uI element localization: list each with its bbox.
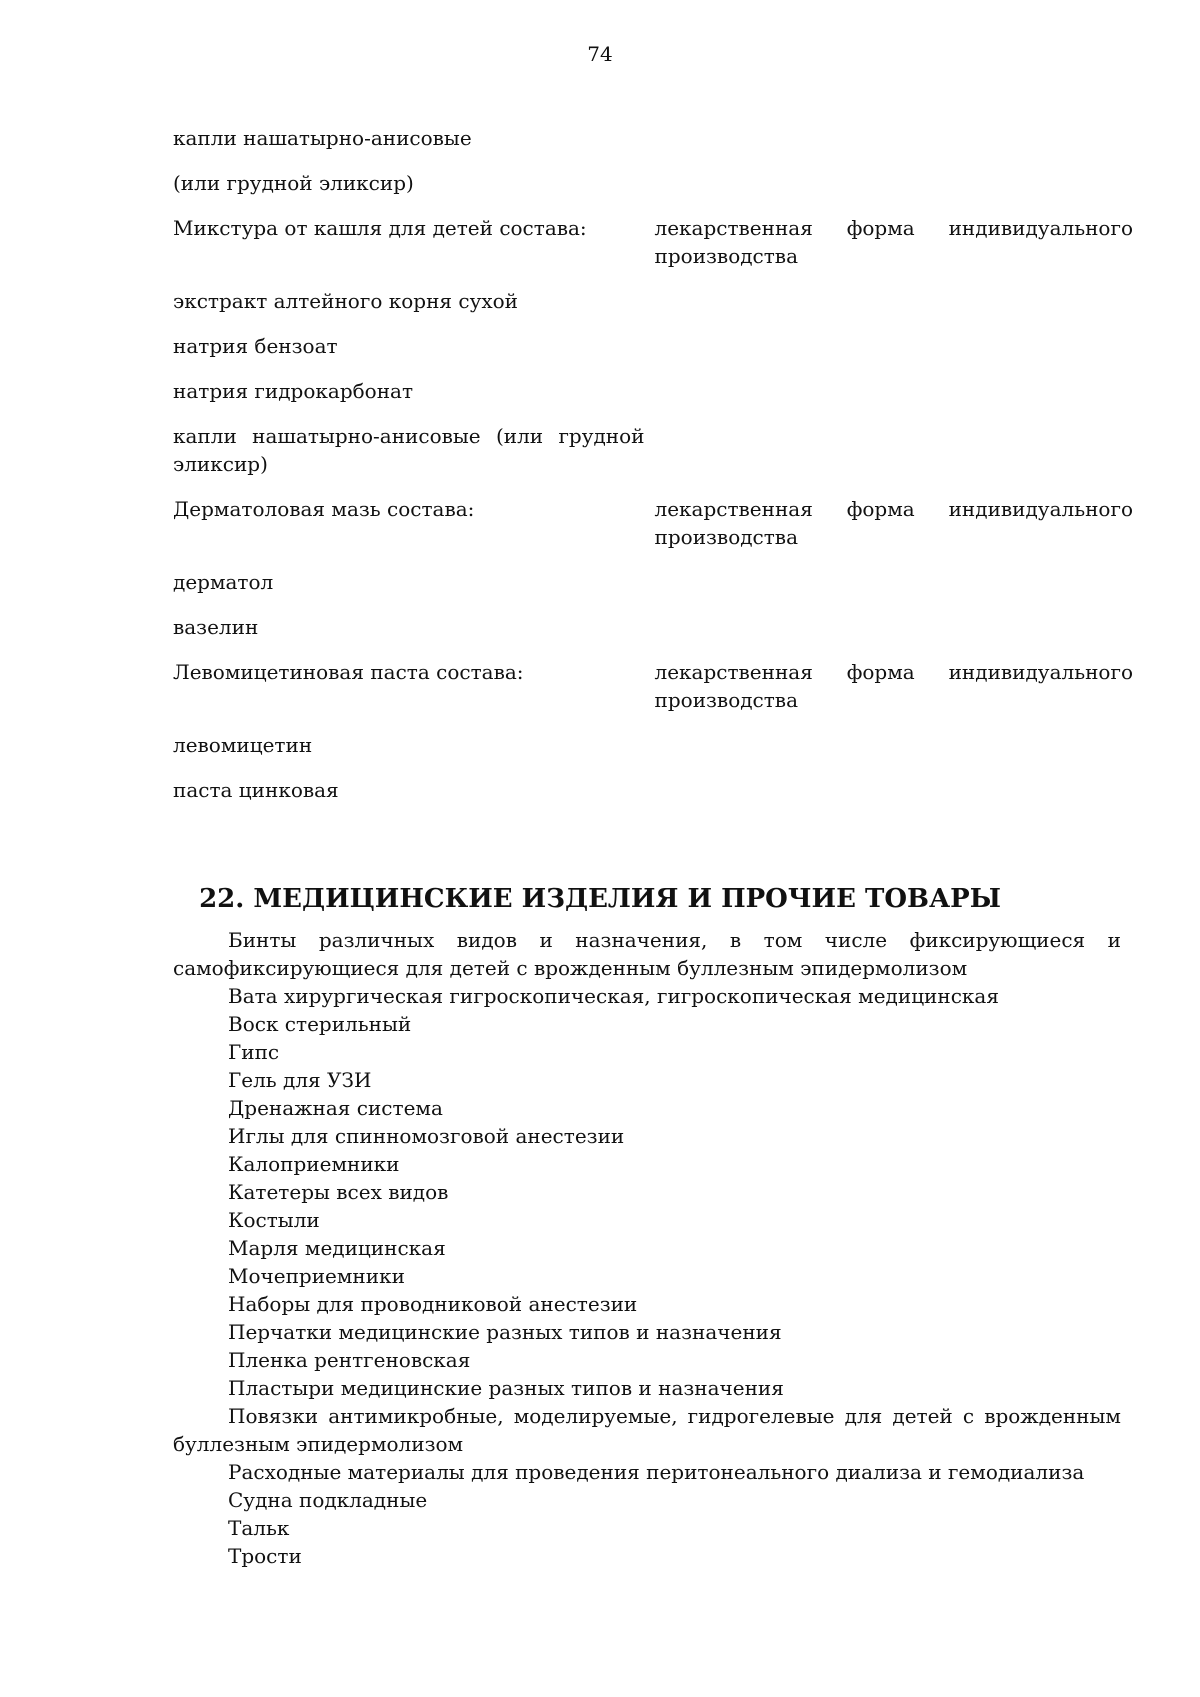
page-number: 74 (587, 42, 613, 66)
dosage-form-line2: производства (654, 525, 798, 549)
ingredient-cell: натрия гидрокарбонат (173, 379, 414, 403)
dosage-form-cell (655, 658, 1133, 714)
dosage-form-word: индивидуального (948, 497, 1133, 521)
ingredient-cell: левомицетин (173, 733, 313, 757)
list-item: Дренажная система (228, 1096, 443, 1120)
dosage-form-cell (655, 332, 1133, 360)
dosage-form-word: лекарственная (654, 660, 813, 684)
ingredient-cell: (или грудной эликсир) (173, 171, 414, 195)
table-row (173, 214, 1133, 270)
ingredient-cell: экстракт алтейного корня сухой (173, 289, 518, 313)
dosage-form-word: форма (846, 497, 915, 521)
ingredient-cell: паста цинковая (173, 778, 339, 802)
dosage-form-line2: производства (654, 244, 798, 268)
table-row (173, 613, 1133, 641)
ingredient-cell: дерматол (173, 570, 274, 594)
dosage-form-cell (655, 776, 1133, 804)
ingredient-cell: Дерматоловая мазь состава: (173, 497, 475, 521)
ingredient-cell: капли нашатырно-анисовые (173, 126, 472, 150)
dosage-form-word: форма (846, 660, 915, 684)
section-title: 22. МЕДИЦИНСКИЕ ИЗДЕЛИЯ И ПРОЧИЕ ТОВАРЫ (199, 884, 1001, 914)
table-row (173, 332, 1133, 360)
dosage-form-cell (655, 287, 1133, 315)
dosage-form-word: индивидуального (948, 216, 1133, 240)
list-item: Вата хирургическая гигроскопическая, гигроскопическая медицинская (228, 984, 999, 1008)
dosage-form-word: индивидуального (948, 660, 1133, 684)
list-item: Пластыри медицинские разных типов и назначения (228, 1376, 784, 1400)
table-row (173, 377, 1133, 405)
list-item: Марля медицинская (228, 1236, 446, 1260)
dosage-form-line2: производства (654, 688, 798, 712)
table-row (173, 422, 1133, 478)
table-row (173, 731, 1133, 759)
dosage-form-cell (655, 495, 1133, 551)
medical-products-list (173, 926, 1121, 1570)
dosage-form-cell (655, 613, 1133, 641)
ingredient-cell: Левомицетиновая паста состава: (173, 660, 524, 684)
list-item: Бинты различных видов и назначения, в том числе фиксирующиеся и самофиксирующиеся для детей с врожденным буллезным эпидермолизом (173, 928, 1121, 980)
list-item: Повязки антимикробные, моделируемые, гидрогелевые для детей с врожденным буллезным эпидермолизом (173, 1404, 1121, 1456)
list-item: Перчатки медицинские разных типов и назначения (228, 1320, 782, 1344)
list-item: Пленка рентгеновская (228, 1348, 471, 1372)
dosage-form-word: лекарственная (654, 497, 813, 521)
dosage-form-cell (655, 169, 1133, 197)
list-item: Тальк (228, 1516, 290, 1540)
table-row (173, 495, 1133, 551)
dosage-form-cell (655, 124, 1133, 152)
list-item: Иглы для спинномозговой анестезии (228, 1124, 625, 1148)
dosage-form-word: форма (846, 216, 915, 240)
dosage-form-line (655, 214, 1133, 242)
list-item: Трости (228, 1544, 302, 1568)
dosage-form-cell (655, 377, 1133, 405)
ingredient-cell: капли нашатырно-анисовые (или грудной эликсир) (173, 424, 645, 476)
ingredient-cell: вазелин (173, 615, 259, 639)
dosage-form-line (655, 658, 1133, 686)
table-row (173, 776, 1133, 804)
drug-composition-table (173, 124, 1133, 804)
table-row (173, 287, 1133, 315)
dosage-form-cell (655, 731, 1133, 759)
list-item: Воск стерильный (228, 1012, 412, 1036)
table-row (173, 169, 1133, 197)
list-item: Катетеры всех видов (228, 1180, 449, 1204)
list-item: Гипс (228, 1040, 280, 1064)
list-item: Наборы для проводниковой анестезии (228, 1292, 638, 1316)
dosage-form-line (655, 495, 1133, 523)
table-row (173, 658, 1133, 714)
table-row (173, 124, 1133, 152)
list-item: Расходные материалы для проведения перитонеального диализа и гемодиализа (228, 1460, 1085, 1484)
table-row (173, 568, 1133, 596)
list-item: Костыли (228, 1208, 320, 1232)
list-item: Гель для УЗИ (228, 1068, 372, 1092)
ingredient-cell: Микстура от кашля для детей состава: (173, 216, 587, 240)
dosage-form-cell (655, 422, 1133, 478)
list-item: Судна подкладные (228, 1488, 428, 1512)
dosage-form-word: лекарственная (654, 216, 813, 240)
list-item: Мочеприемники (228, 1264, 405, 1288)
dosage-form-cell (655, 568, 1133, 596)
list-item: Калоприемники (228, 1152, 400, 1176)
dosage-form-cell (655, 214, 1133, 270)
ingredient-cell: натрия бензоат (173, 334, 338, 358)
